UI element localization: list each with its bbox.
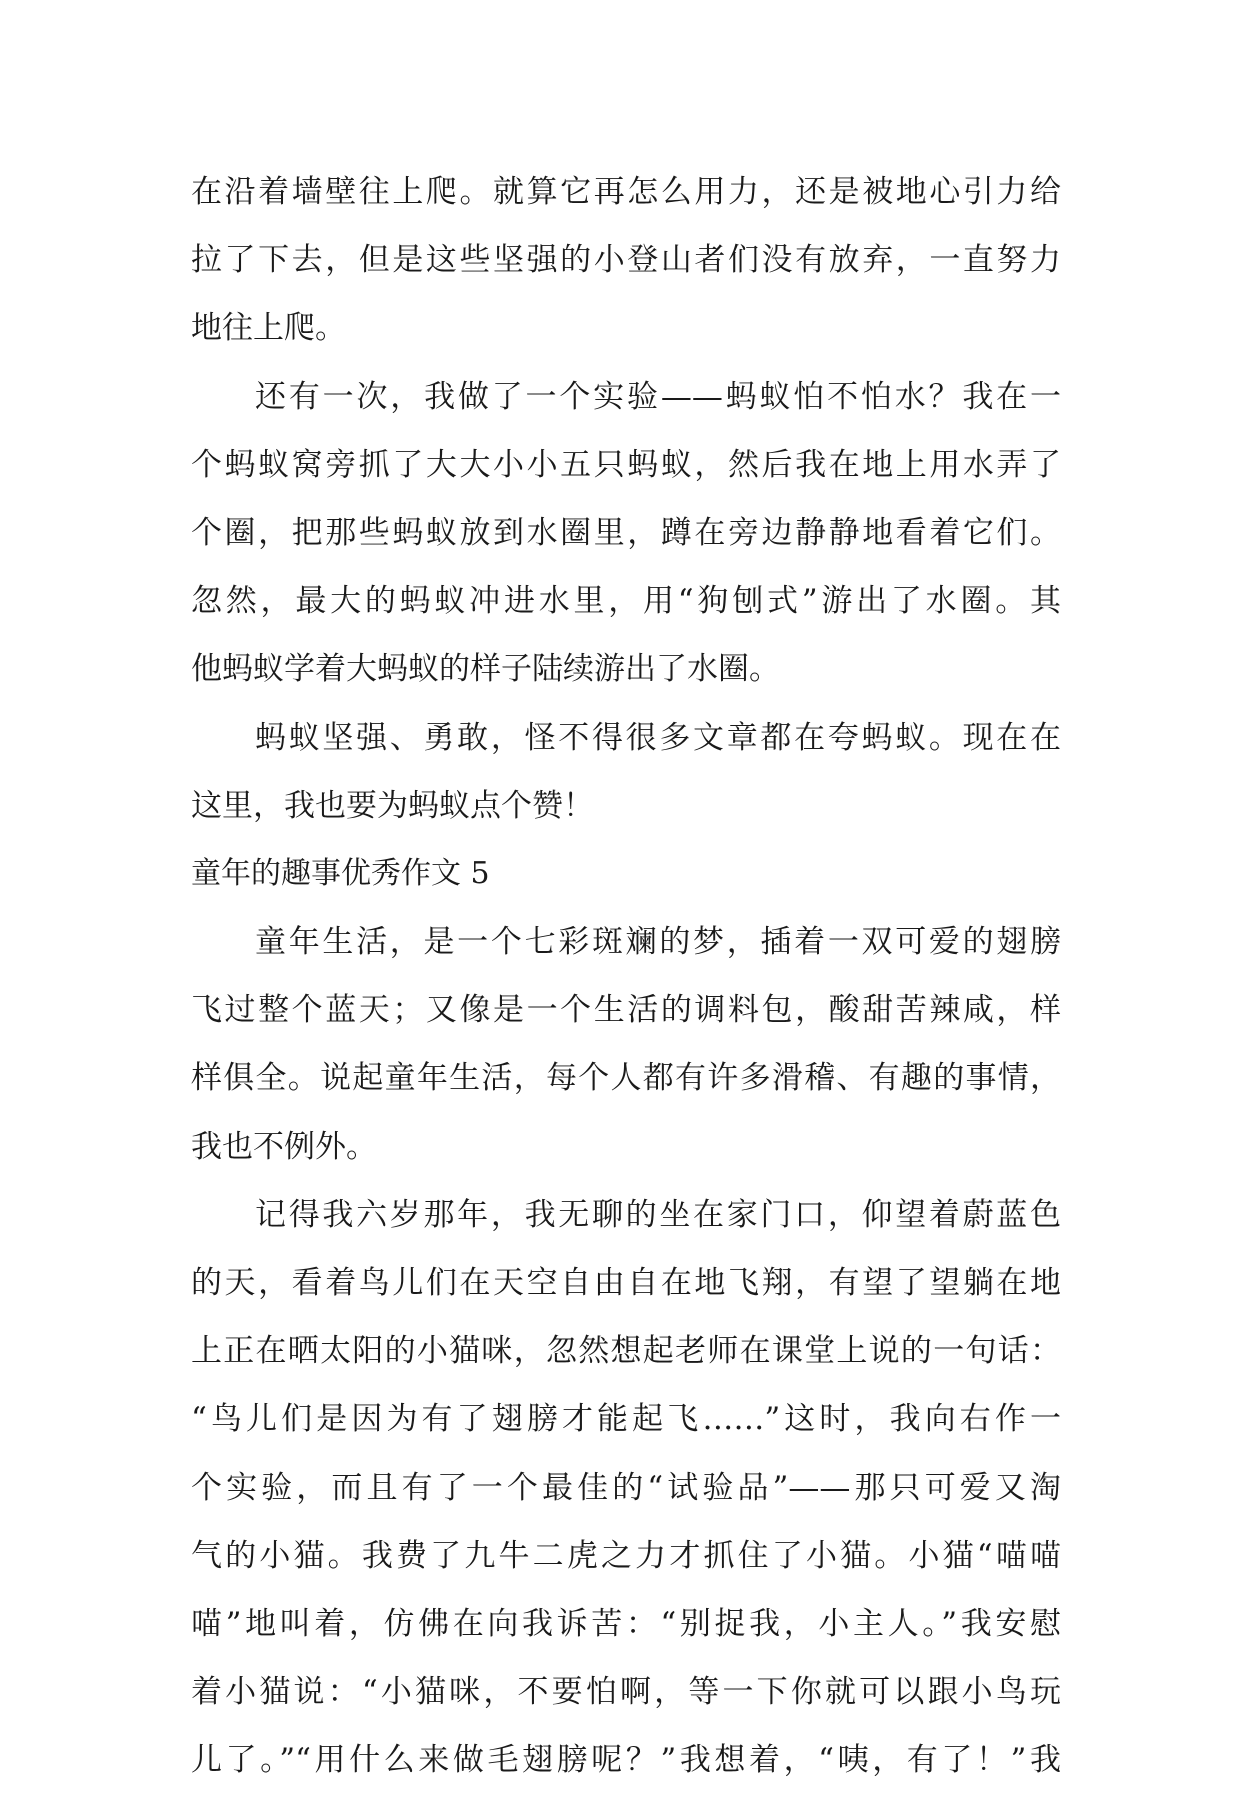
section-heading: 童年的趣事优秀作文 5 <box>191 855 490 891</box>
text-line: 的天，看着鸟儿们在天空自由自在地飞翔，有望了望躺在地 <box>191 1265 1061 1301</box>
text-line: 飞过整个蓝天；又像是一个生活的调料包，酸甜苦辣咸，样 <box>191 992 1061 1029</box>
text-line: 地往上爬。 <box>191 310 346 347</box>
text-line: 上正在晒太阳的小猫咪，忽然想起老师在课堂上说的一句话： <box>191 1333 1061 1370</box>
text-line: 个圈，把那些蚂蚁放到水圈里，蹲在旁边静静地看着它们。 <box>191 514 1061 551</box>
text-line: 我也不例外。 <box>191 1128 377 1165</box>
text-line: 记得我六岁那年，我无聊的坐在家门口，仰望着蔚蓝色 <box>255 1196 1061 1233</box>
text-line: 他蚂蚁学着大蚂蚁的样子陆续游出了水圈。 <box>191 651 780 688</box>
text-line: 忽然，最大的蚂蚁冲进水里，用“狗刨式”游出了水圈。其 <box>191 583 1061 620</box>
text-line: 个蚂蚁窝旁抓了大大小小五只蚂蚁，然后我在地上用水弄了 <box>191 446 1061 483</box>
document-body <box>191 158 1061 1795</box>
text-line: 个实验，而且有了一个最佳的“试验品”——那只可爱又淘 <box>191 1469 1061 1506</box>
text-line: 童年生活，是一个七彩斑斓的梦，插着一双可爱的翅膀 <box>255 924 1061 961</box>
text-line: 蚂蚁坚强、勇敢，怪不得很多文章都在夸蚂蚁。现在在 <box>255 719 1061 756</box>
text-line: 气的小猫。我费了九牛二虎之力才抓住了小猫。小猫“喵喵 <box>191 1537 1061 1574</box>
text-line: “鸟儿们是因为有了翅膀才能起飞……”这时，我向右作一 <box>191 1401 1061 1438</box>
text-line: 在沿着墙壁往上爬。就算它再怎么用力，还是被地心引力给 <box>191 174 1061 210</box>
text-line: 儿了。”“用什么来做毛翅膀呢？”我想着，“咦，有了！”我 <box>191 1742 1061 1779</box>
text-line: 样俱全。说起童年生活，每个人都有许多滑稽、有趣的事情， <box>191 1060 1061 1097</box>
text-line: 还有一次，我做了一个实验——蚂蚁怕不怕水？我在一 <box>255 378 1061 415</box>
text-line: 这里，我也要为蚂蚁点个赞！ <box>191 787 594 824</box>
text-line: 喵”地叫着，仿佛在向我诉苦：“别捉我，小主人。”我安慰 <box>191 1605 1061 1642</box>
text-line: 拉了下去，但是这些坚强的小登山者们没有放弃，一直努力 <box>191 242 1061 279</box>
text-line: 着小猫说：“小猫咪，不要怕啊，等一下你就可以跟小鸟玩 <box>191 1674 1061 1711</box>
